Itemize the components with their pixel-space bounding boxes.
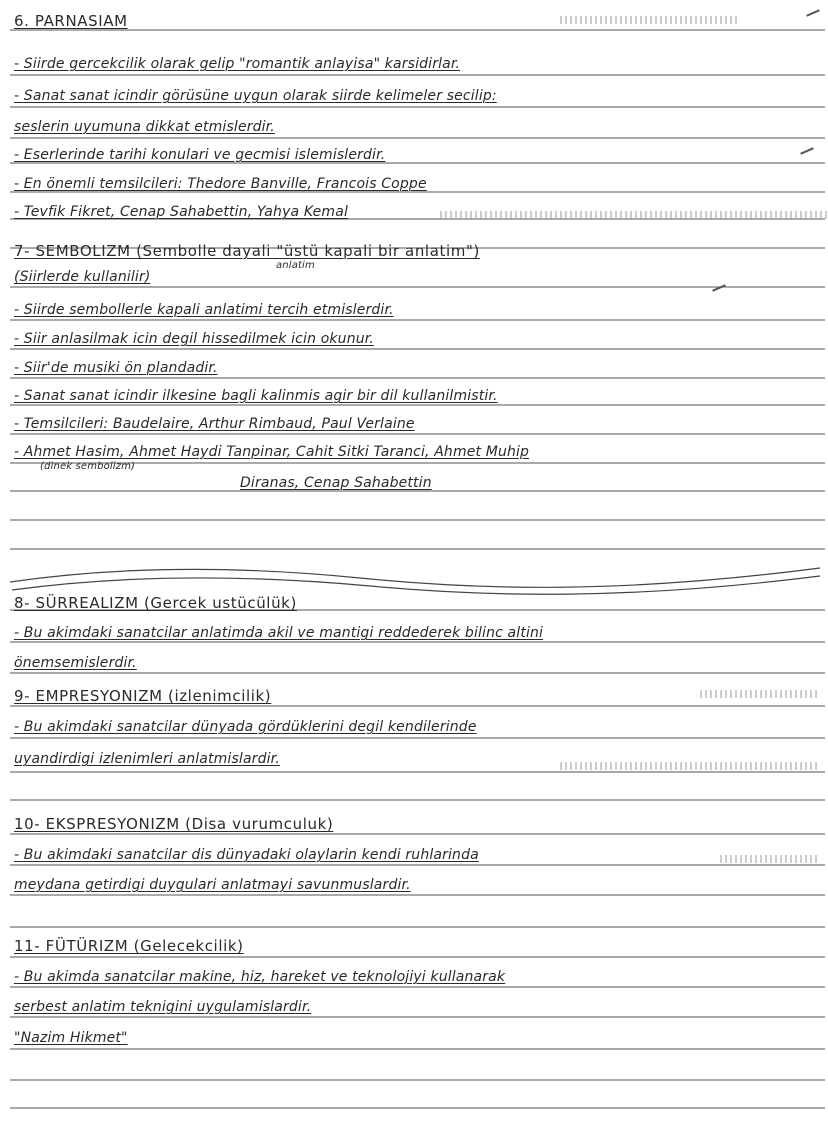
section-heading-ekspresyonizm: 10- EKSPRESYONIZM (Disa vurumculuk) [14,815,334,833]
section-heading-sembolizm: 7- SEMBOLIZM (Sembolle dayali "üstü kapali bir anlatim") [14,242,480,260]
note-line: - Siir'de musiki ön plandadir. [14,360,218,376]
note-line: seslerin uyumuna dikkat etmislerdir. [14,119,275,135]
section-heading-empresyonizm: 9- EMPRESYONIZM (izlenimcilik) [14,687,272,705]
note-line: - Siirde gercekcilik olarak gelip "romantik anlayisa" karsidirlar. [14,56,461,72]
note-line: uyandirdigi izlenimleri anlatmislardir. [14,751,280,767]
note-line: - Temsilcileri: Baudelaire, Arthur Rimbaud, Paul Verlaine [14,416,415,432]
note-line: "Nazim Hikmet" [14,1030,128,1046]
note-line: meydana getirdigi duygulari anlatmayi savunmuslardir. [14,877,411,893]
note-line: - En önemli temsilcileri: Thedore Banville, Francois Coppe [14,176,427,192]
note-line: - Sanat sanat icindir görüsüne uygun olarak siirde kelimeler secilip: [14,88,497,104]
note-line: (Siirlerde kullanilir) [14,269,151,285]
note-line: - Bu akimdaki sanatcilar anlatimda akil ve mantigi reddederek bilinc altini [14,625,544,641]
section-heading-futurizm: 11- FÜTÜRIZM (Gelecekcilik) [14,937,244,955]
note-line: - Tevfik Fikret, Cenap Sahabettin, Yahya Kemal [14,204,348,220]
note-line: - Siirde sembollerle kapali anlatimi tercih etmislerdir. [14,302,394,318]
note-line: - Bu akimdaki sanatcilar dis dünyadaki olaylarin kendi ruhlarinda [14,847,479,863]
note-line: - Bu akimdaki sanatcilar dünyada gördüklerini degil kendilerinde [14,719,477,735]
section-heading-parnasizm: 6. PARNASIAM [14,12,128,30]
note-annotation: anlatim [276,260,315,271]
note-line: - Bu akimda sanatcilar makine, hiz, hareket ve teknolojiyi kullanarak [14,969,506,985]
note-line: - Eserlerinde tarihi konulari ve gecmisi islemislerdir. [14,147,386,163]
note-line: - Siir anlasilmak icin degil hissedilmek icin okunur. [14,331,374,347]
note-line: - Ahmet Hasim, Ahmet Haydi Tanpinar, Cahit Sitki Taranci, Ahmet Muhip [14,444,530,460]
note-line: önemsemislerdir. [14,655,137,671]
note-line: Diranas, Cenap Sahabettin [240,475,432,491]
note-line: - Sanat sanat icindir ilkesine bagli kalinmis agir bir dil kullanilmistir. [14,388,498,404]
section-heading-surrealizm: 8- SÜRREALIZM (Gercek ustücülük) [14,594,297,612]
note-line: serbest anlatim teknigini uygulamislardir. [14,999,312,1015]
note-annotation: (dinek sembolizm) [40,461,136,472]
